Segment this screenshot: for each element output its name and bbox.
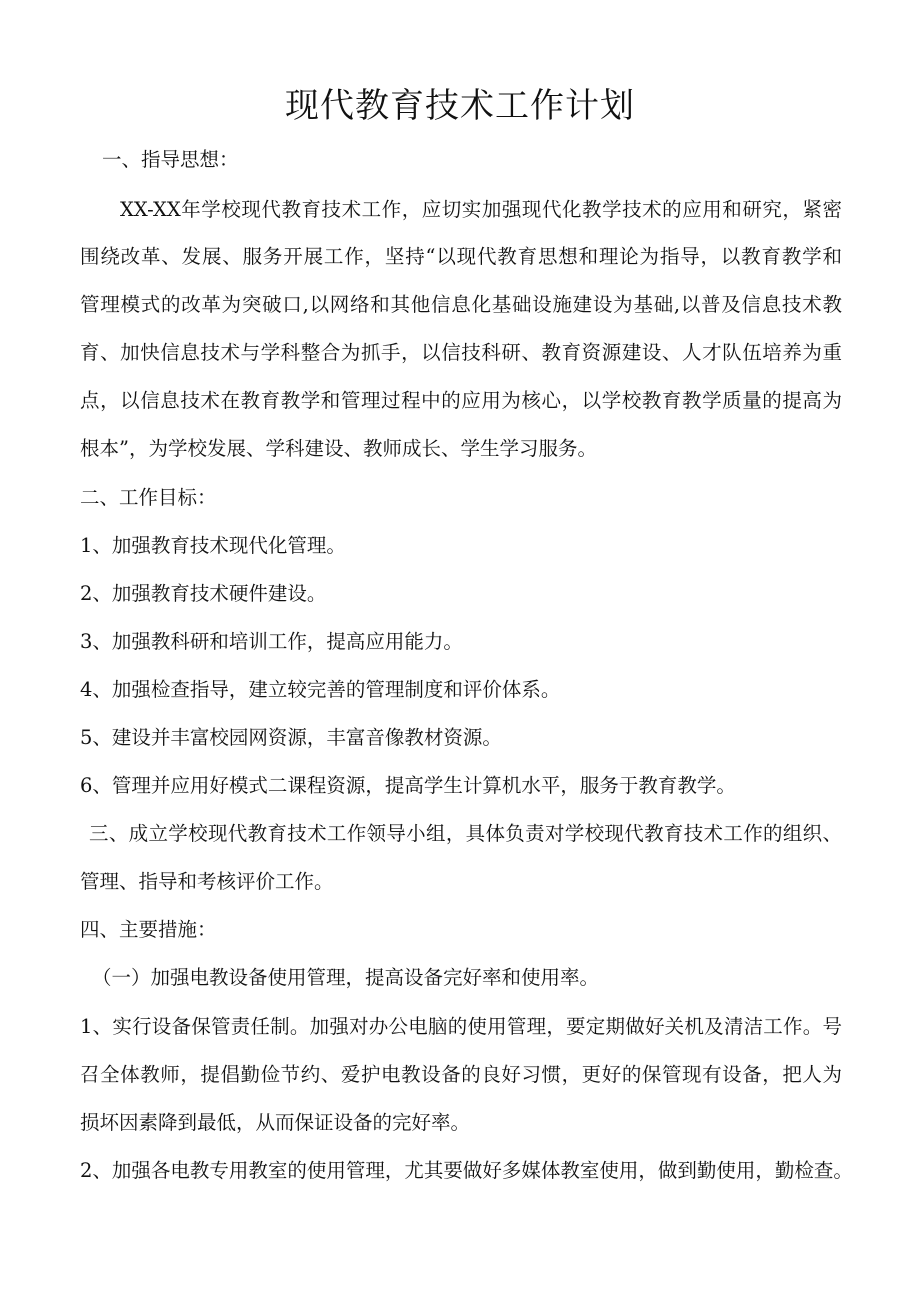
section1-line-4: 育、加快信息技术与学科整合为抓手，以信技科研、教育资源建设、人才队伍培养为重	[80, 341, 842, 364]
goal-item-3: 3、加强教科研和培训工作，提高应用能力。	[80, 630, 463, 653]
section1-line-6: 根本”，为学校发展、学科建设、教师成长、学生学习服务。	[80, 437, 597, 460]
goal-item-6: 6、管理并应用好模式二课程资源，提高学生计算机水平，服务于教育教学。	[80, 774, 736, 797]
section2-heading: 二、工作目标：	[80, 486, 217, 509]
goal-item-2: 2、加强教育技术硬件建设。	[80, 582, 327, 605]
measure-item-1-line-2: 召全体教师，提倡勤俭节约、爱护电教设备的良好习惯，更好的保管现有设备，把人为	[80, 1063, 842, 1086]
section1-line-3: 管理模式的改革为突破口,以网络和其他信息化基础设施建设为基础,以普及信息技术教	[80, 293, 842, 316]
section1-heading: 一、指导思想：	[102, 148, 239, 171]
section3-line-2: 管理、指导和考核评价工作。	[80, 870, 334, 893]
section3-line-1: 三、成立学校现代教育技术工作领导小组，具体负责对学校现代教育技术工作的组织、	[89, 822, 842, 845]
section1-line-5: 点，以信息技术在教育教学和管理过程中的应用为核心，以学校教育教学质量的提高为	[80, 389, 842, 412]
goal-item-5: 5、建设并丰富校园网资源，丰富音像教材资源。	[80, 726, 502, 749]
section4-heading: 四、主要措施：	[80, 918, 217, 941]
measure-item-2: 2、加强各电教专用教室的使用管理，尤其要做好多媒体教室使用，做到勤使用，勤检查。	[80, 1159, 853, 1182]
measure-item-1-line-1: 1、实行设备保管责任制。加强对办公电脑的使用管理，要定期做好关机及清洁工作。号	[80, 1015, 842, 1038]
goal-item-4: 4、加强检查指导，建立较完善的管理制度和评价体系。	[80, 678, 561, 701]
section1-line-1: XX-XX年学校现代教育技术工作，应切实加强现代化教学技术的应用和研究，紧密	[120, 198, 842, 221]
measure-item-1-line-3: 损坏因素降到最低，从而保证设备的完好率。	[80, 1111, 471, 1134]
document-title: 现代教育技术工作计划	[285, 86, 635, 126]
section1-line-2: 围绕改革、发展、服务开展工作，坚持“以现代教育思想和理论为指导，以教育教学和	[80, 245, 842, 268]
section4-subheading: （一）加强电教设备使用管理，提高设备完好率和使用率。	[92, 966, 600, 989]
goal-item-1: 1、加强教育技术现代化管理。	[80, 534, 346, 557]
